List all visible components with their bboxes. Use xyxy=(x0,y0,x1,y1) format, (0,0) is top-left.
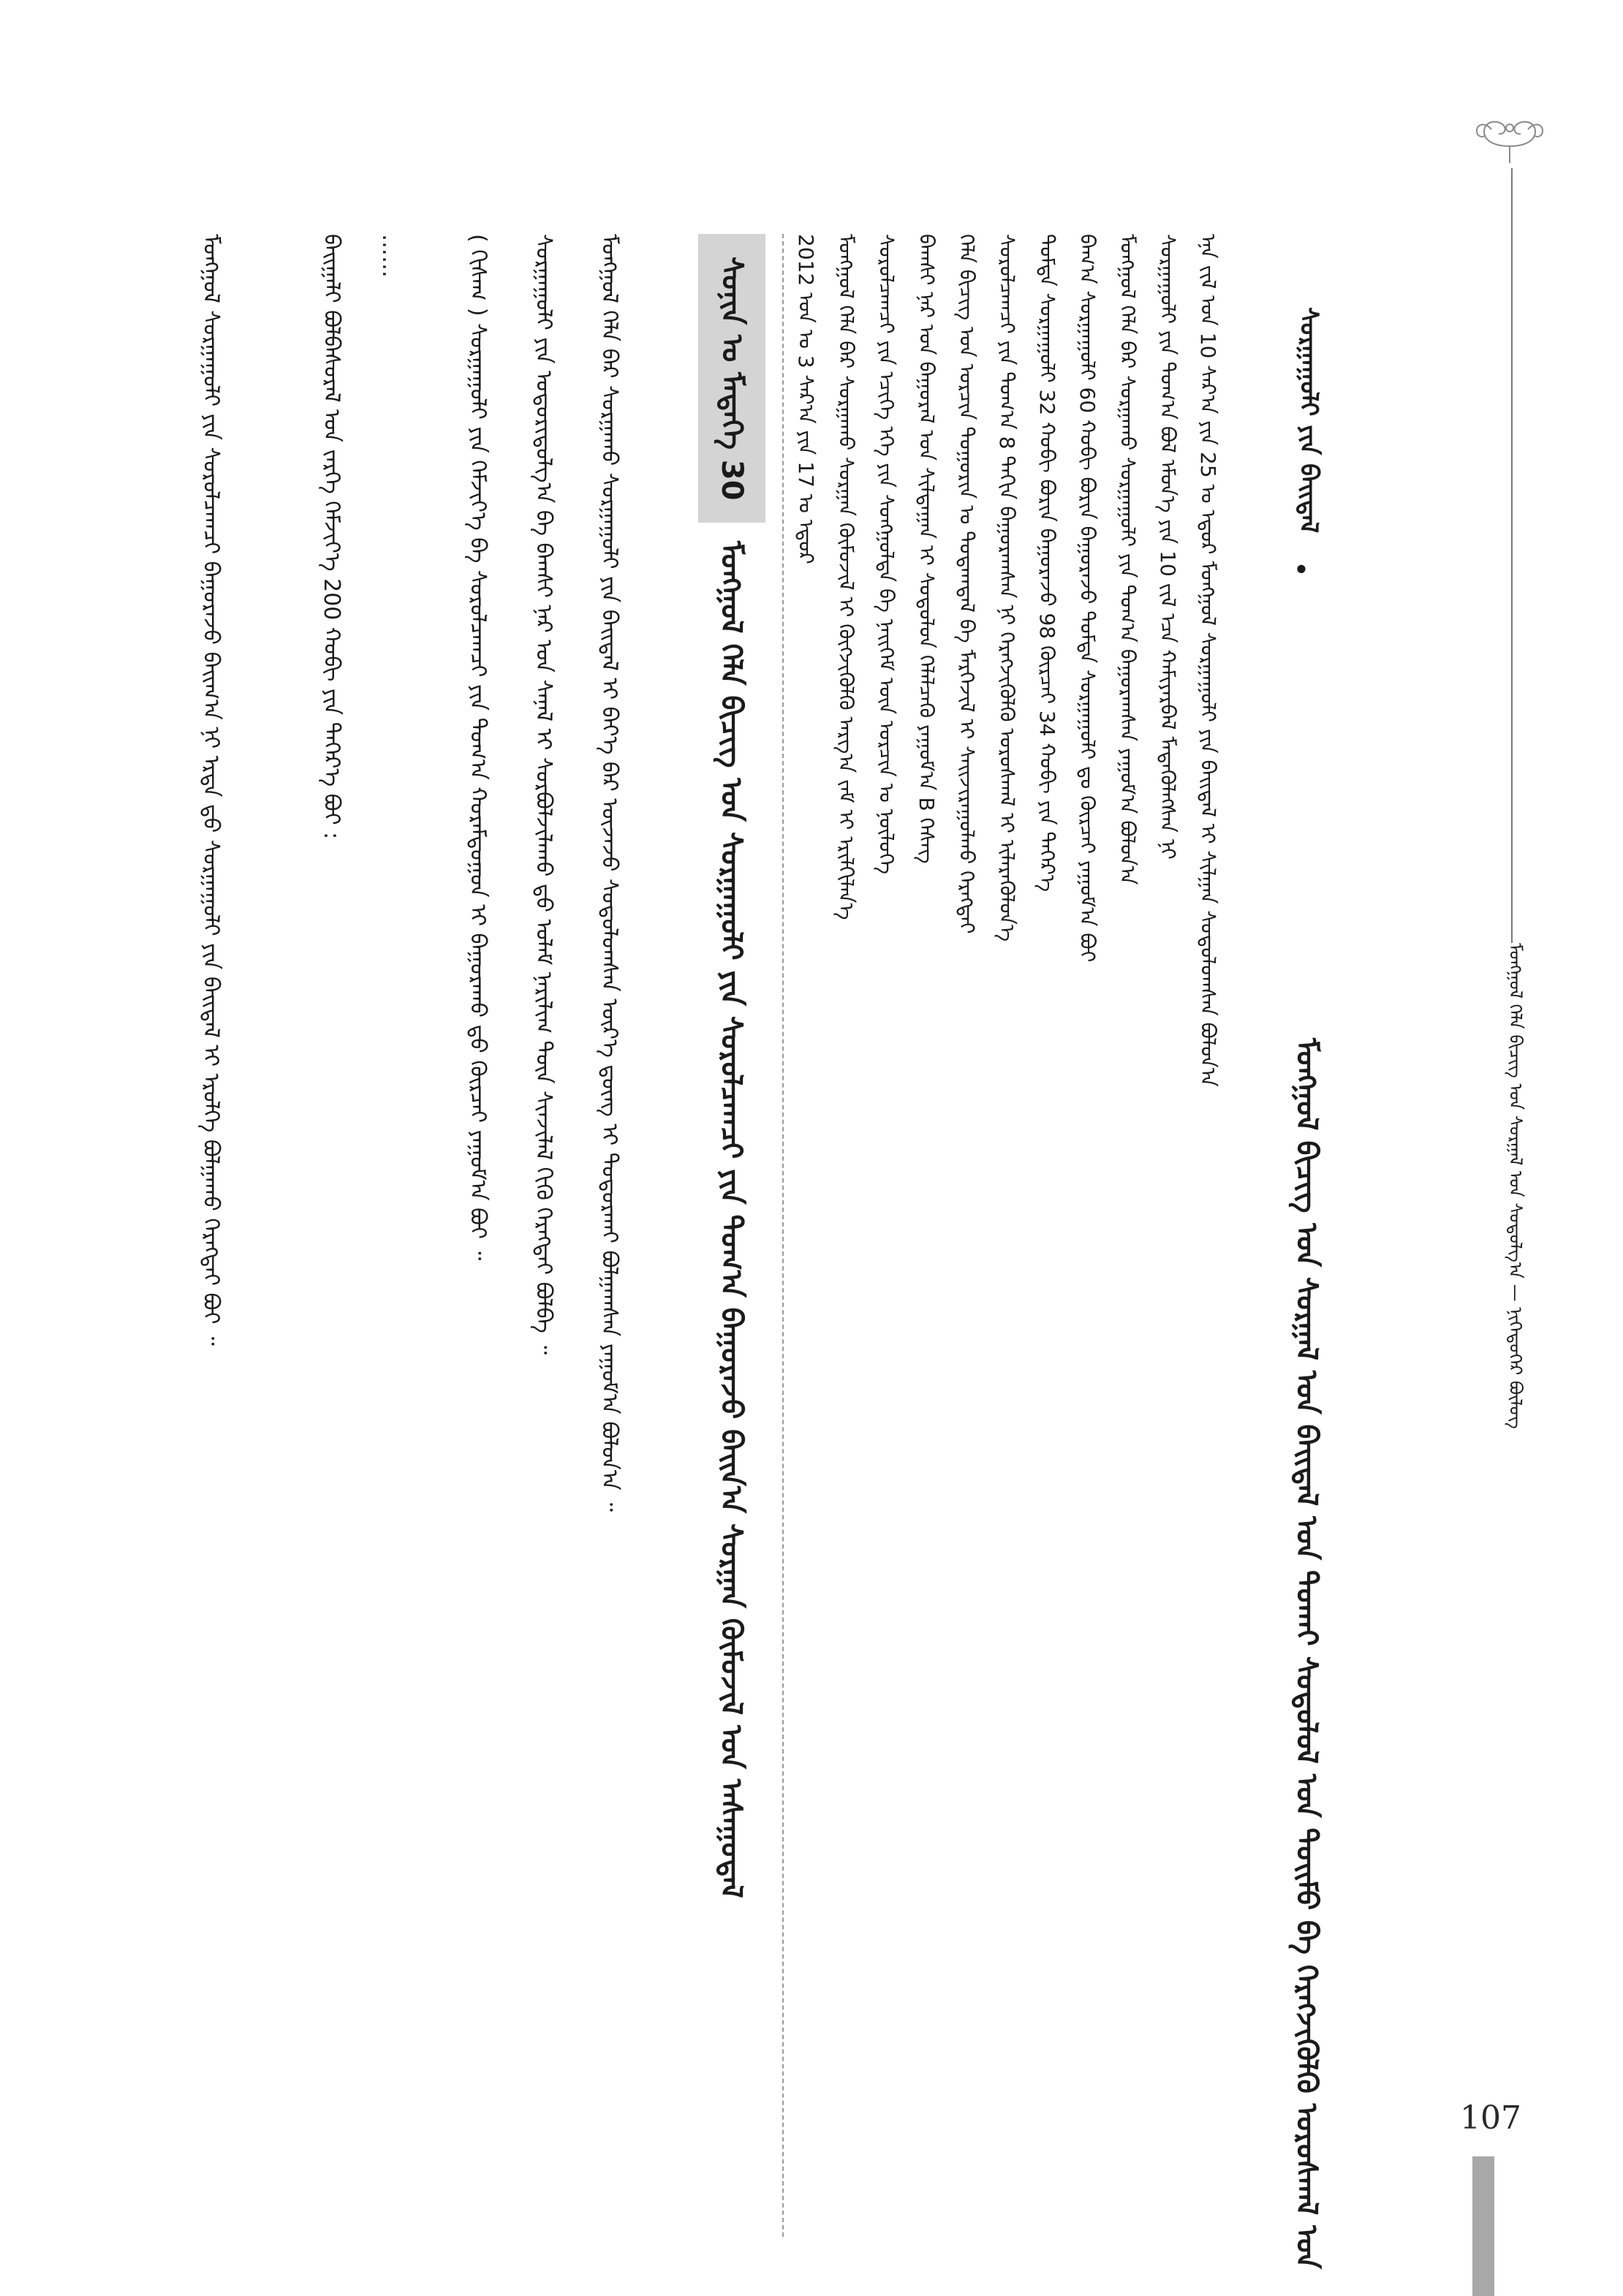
chapter-side-tab xyxy=(1472,2156,1494,2296)
page-number: 107 xyxy=(1460,2099,1521,2137)
body-paragraph: ( ᠬᠢᠰᠠᠭ ) ᠰᠤᠷᠭᠠᠭᠤᠯᠢ ᠶᠢᠨ ᠬᠡᠮᠵᠢᠶ᠎ᠡ ᠪᠠ ᠰᠤᠷᠤᠯᠴᠠᠭᠴᠢ ᠶᠢᠨ ᠲᠣᠭ᠎ᠠ ᠬᠤᠷᠠᠮᠳᠤᠭᠤᠨ ᠢ ᠪᠠᠭᠤᠷᠠᠬᠤ ᠳ᠋ᠤ ᠬᠦᠷᠴᠡᠢ ᠶᠠᠭᠤᠮ᠎ᠠ ᠪᠤᠢ ᠃ xyxy=(465,234,491,1261)
ellipsis: …… xyxy=(377,234,403,278)
news-column: ᠰᠤᠷᠤᠯᠴᠠᠭᠴᠢ ᠶᠢᠨ ᠡᠴᠢᠭᠡ ᠡᠬᠡ ᠶᠢᠨ ᠰᠣᠩᠭᠣᠯᠲᠠ ᠪᠠ ᠨᠡᠢᠭᠡᠮ ᠦᠨ ᠣᠷᠴᠢᠨ ᠤ ᠨᠥᠯᠦᠭᠡ xyxy=(874,234,898,875)
news-tag: ᠰᠣᠨᠢᠨ ᠤ ᠮᠡᠳᠡᠭᠡ 30 xyxy=(698,234,765,523)
news-date: 2012 ᠣᠨ ᠤ 3 ᠰᠠᠷ᠎ᠠ ᠶᠢᠨ 17 ᠤ ᠡᠳᠦᠷ xyxy=(794,234,818,564)
news-column: ᠰᠤᠷᠭᠠᠭᠤᠯᠢ ᠶᠢᠨ ᠲᠣᠭ᠎ᠠ ᠪᠣᠯ ᠡᠮᠦᠨ᠎ᠡ ᠶᠢᠨ 10 ᠵᠢᠯ ᠡᠴᠡ ᠬᠠᠮᠢᠶᠠᠷᠪᠠᠯ ᠮᠡᠳᠡᠭᠦᠯᠡᠭᠰᠡᠨ ᠨᠢ xyxy=(1156,234,1180,860)
section-subtitle: ᠰᠤᠷᠭᠠᠭᠤᠯᠢ ᠶᠢᠨ ᠪᠠᠢᠳᠠᠯ xyxy=(1294,307,1323,534)
dashed-divider xyxy=(782,234,784,2237)
news-column: ᠡᠨᠡ ᠵᠢᠯ ᠤᠨ 10 ᠰᠠᠷ᠎ᠠ ᠶᠢᠨ 25 ᠤ ᠡᠳᠦᠷ ᠮᠣᠩᠭᠣᠯ ᠰᠤᠷᠭᠠᠭᠤᠯᠢ ᠶᠢᠨ ᠪᠠᠢᠳᠠᠯ ᠢ ᠰᠢᠯᠭᠠᠨ ᠰᠤᠳᠤᠯᠤᠭᠰᠠᠨ ᠪᠣᠯᠤᠨ᠎ᠠ xyxy=(1196,234,1220,1087)
bullet-marker: • xyxy=(1293,556,1309,583)
news-headline-box xyxy=(698,234,771,2237)
news-column: ᠰᠤᠷᠤᠯᠴᠠᠭᠴᠢ ᠶᠢᠨ ᠲᠣᠭ᠎ᠠ 8 ᠳᠠᠬᠢᠨ ᠪᠠᠭᠤᠷᠠᠭᠰᠠᠨ ᠨᠢ ᠬᠡᠷᠡᠭᠵᠢᠭᠦᠯᠬᠦ ᠤᠷᠤᠰᠬᠠᠯ ᠢ ᠢᠯᠡᠷᠡᠭᠦᠯᠦᠨ᠎ᠡ xyxy=(995,234,1019,942)
news-column: ᠬᠡᠯᠡ ᠪᠢᠴᠢᠭ᠌ ᠤᠨ ᠣᠷᠴᠢᠨ ᠲᠣᠭᠣᠷᠢᠨ ᠤ ᠳᠤᠲᠠᠭᠳᠠᠯ ᠪᠠ ᠮᠡᠷᠭᠡᠵᠢᠯ ᠢ ᠰᠠᠢᠵᠢᠷᠠᠭᠤᠯᠬᠤ ᠬᠡᠷᠡᠭᠲᠡᠢ xyxy=(955,234,979,934)
news-column: ᠪᠠᠭ᠎ᠠ ᠰᠤᠷᠭᠠᠭᠤᠯᠢ 60 ᠬᠤᠪᠢ ᠪᠤᠷᠢᠨ ᠪᠠᠭᠤᠷᠠᠵᠤ ᠳᠤᠮᠳᠠ ᠰᠤᠷᠭᠠᠭᠤᠯᠢ ᠳᠤ ᠬᠦᠷᠴᠡᠢ ᠶᠠᠭᠤᠮ᠎ᠠ ᠪᠤᠢ xyxy=(1075,234,1100,963)
body-paragraph: ᠮᠣᠩᠭᠣᠯ ᠰᠤᠷᠭᠠᠭᠤᠯᠢ ᠶᠢᠨ ᠰᠤᠷᠤᠯᠴᠠᠭᠴᠢ ᠪᠠᠭᠤᠷᠠᠵᠤ ᠪᠠᠢᠭ᠎ᠠ ᠨᠢ ᠡᠷᠲᠡ ᠳ᠋ᠦ ᠰᠤᠷᠭᠠᠭᠤᠯᠢ ᠶᠢᠨ ᠪᠠᠢᠳᠠᠯ ᠢ ᠡᠷᠦᠯᠬᠡ ᠪᠣᠯᠭᠠᠬᠤ ᠬᠡᠷᠡᠭᠲᠡᠢ ᠪᠤᠢ ᠃ xyxy=(198,234,224,1346)
news-excerpt-panel xyxy=(714,234,1250,2237)
news-column: ᠮᠣᠩᠭᠣᠯ ᠬᠡᠯᠡ ᠪᠡᠷ ᠰᠤᠷᠭᠠᠬᠤ ᠰᠤᠷᠭᠠᠭᠤᠯᠢ ᠶᠢᠨ ᠲᠣᠭ᠎ᠠ ᠪᠠᠭᠤᠷᠠᠭᠰᠠᠨ ᠶᠠᠭᠤᠮ᠎ᠠ ᠪᠣᠯᠤᠨ᠎ᠠ xyxy=(1116,234,1140,885)
news-column: ᠮᠣᠩᠭᠣᠯ ᠬᠡᠯᠡ ᠪᠡᠷ ᠰᠤᠷᠭᠠᠬᠤ ᠰᠤᠷᠭᠠᠨ ᠬᠦᠮᠦᠵᠢᠯ ᠢ ᠬᠥᠭᠵᠢᠭᠦᠯᠬᠦ ᠠᠷᠭ᠎ᠠ ᠵᠠᠮ ᠢ ᠡᠷᠢᠯᠬᠢᠯᠡᠨ᠎ᠡ xyxy=(834,234,858,920)
news-column: ᠳᠤᠮᠳᠠ ᠰᠤᠷᠭᠠᠭᠤᠯᠢ 32 ᠬᠤᠪᠢ ᠪᠤᠷᠢᠨ ᠪᠠᠭᠤᠷᠠᠵᠤ 98 ᠬᠦᠷᠴᠡᠢ 34 ᠬᠤᠪᠢ ᠶᠢᠨ ᠳᠡᠭᠡᠷ᠎ᠡ xyxy=(1035,234,1059,893)
body-paragraph: ᠮᠣᠩᠭᠣᠯ ᠬᠡᠯᠡ ᠪᠡᠷ ᠰᠤᠷᠭᠠᠬᠤ ᠰᠤᠷᠭᠠᠭᠤᠯᠢ ᠶᠢᠨ ᠪᠠᠢᠳᠠᠯ ᠢ ᠪᠡᠶ᠎ᠡ ᠪᠡᠷ ᠦᠵᠡᠵᠦ ᠰᠤᠳᠤᠯᠤᠭᠰᠠᠨ ᠦᠷ᠎ᠡ ᠳ᠋ᠦᠩ ᠢ ᠲᠣᠳᠤᠷᠬᠠᠢ ᠪᠣᠯᠭᠠᠭᠰᠠᠨ ᠶᠠᠭᠤᠮ᠎ᠠ ᠪᠣᠯᠤᠨ᠎ᠠ ᠃ xyxy=(597,234,622,1512)
news-headline: ᠮᠣᠩᠭᠣᠯ ᠬᠡᠯᠡ ᠪᠢᠴᠢᠭ᠌ ᠤᠨ ᠰᠤᠷᠭᠠᠭᠤᠯᠢ ᠶᠢᠨ ᠰᠤᠷᠤᠯᠴᠠᠭᠴᠢ ᠶᠢᠨ ᠲᠣᠭ᠎ᠠ ᠪᠠᠭᠤᠷᠠᠵᠤ ᠪᠠᠢᠨ᠎ᠠ ᠰᠤᠷᠭᠠᠨ ᠬᠦᠮᠦᠵᠢᠯ ᠤᠨ ᠠᠰᠠᠭᠤᠳᠠᠯ xyxy=(714,541,748,1898)
running-header-title: ᠮᠣᠩᠭᠣᠯ ᠬᠡᠯᠡ ᠪᠢᠴᠢᠭ᠌ ᠤᠨ ᠰᠤᠷᠭᠠᠯ ᠤᠨ ᠰᠤᠳᠤᠯᠭ᠎ᠠ — ᠨᠢᠭᠡᠳᠦᠭᠡᠷ ᠪᠦᠯᠦᠭ xyxy=(1505,943,1526,1429)
scroll-flourish-icon xyxy=(1469,113,1550,164)
news-column: ᠪᠠᠭᠰᠢ ᠨᠠᠷ ᠤᠨ ᠪᠠᠭᠤᠷᠠᠯ ᠤᠨ ᠰᠢᠯᠲᠠᠭᠠᠨ ᠢ ᠰᠤᠳᠤᠯᠤᠨ ᠬᠡᠯᠡᠯᠴᠡᠬᠦ ᠶᠠᠭᠤᠮ᠎ᠠ B ᠬᠡᠰᠡᠭ xyxy=(915,234,939,864)
body-paragraph: ᠰᠤᠷᠭᠠᠭᠤᠯᠢ ᠶᠢᠨ ᠤᠳᠤᠷᠢᠳᠤᠯᠭ᠎ᠠ ᠪᠠ ᠪᠠᠭᠰᠢ ᠨᠠᠷ ᠤᠨ ᠰᠠᠨᠠᠯ ᠢ ᠰᠤᠷᠪᠤᠯᠵᠢᠯᠠᠬᠤ ᠳ᠋ᠤ ᠤᠯᠠᠮ ᠨᠠᠷᠢᠯᠢᠭ ᠳᠦᠨ ᠰᠢᠨᠵᠢᠯᠡᠯ ᠬᠢᠬᠦ ᠬᠡᠷᠡᠭᠲᠡᠢ ᠪᠣᠯᠪᠠ ᠃ xyxy=(531,234,556,1355)
body-paragraph: ᠪᠠᠢᠭᠠᠯᠢ ᠪᠣᠯᠪᠠᠰᠤᠷᠠᠯ ᠤᠨ ᠵᠡᠷᠭᠡ ᠬᠡᠮᠵᠢᠶ᠎ᠡ 200 ᠬᠤᠪᠢ ᠶᠢᠨ ᠳᠡᠭᠡᠷ᠎ᠡ ᠪᠤᠢ : xyxy=(319,234,344,840)
section-heading: ᠮᠣᠩᠭᠣᠯ ᠪᠢᠴᠢᠭ᠌ ᠤᠨ ᠰᠤᠷᠭᠠᠯ ᠤᠨ ᠪᠠᠢᠳᠠᠯ ᠤᠨ ᠲᠤᠬᠠᠢ ᠰᠤᠳᠤᠯᠤᠯ ᠤᠨ ᠲᠣᠢᠮᠣ ᠪᠠ ᠬᠡᠷᠡᠭᠵᠢᠭᠦᠯᠬᠦ ᠤᠷᠤᠰᠬᠠᠯ ᠤᠨ xyxy=(1290,1038,1323,2269)
header-rule xyxy=(1511,168,1513,943)
